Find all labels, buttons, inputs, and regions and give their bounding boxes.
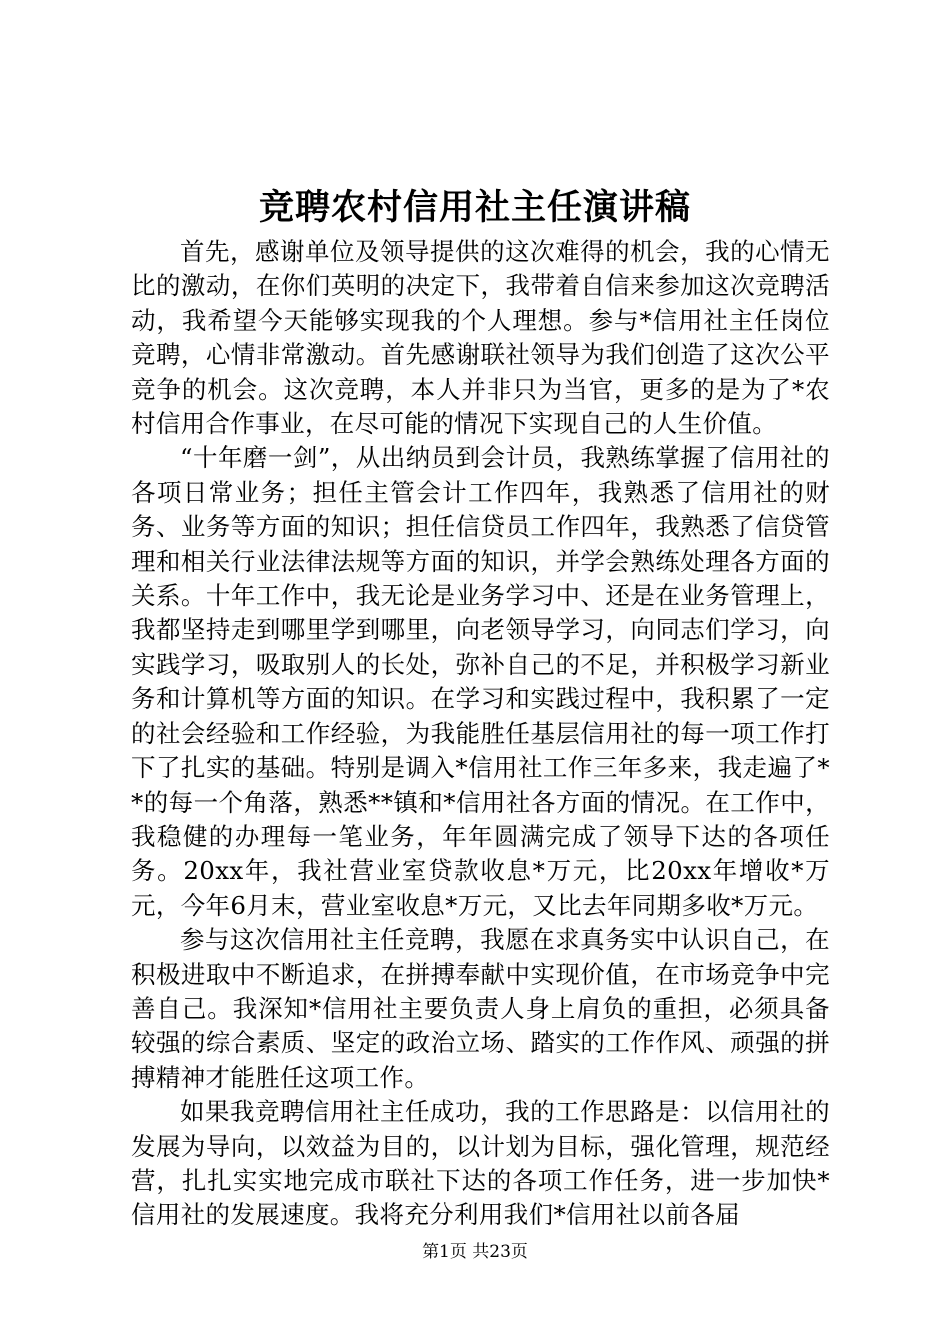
body-paragraph: 首先，感谢单位及领导提供的这次难得的机会，我的心情无比的激动，在你们英明的决定下，我带着自信来参加这次竞聘活动，我希望今天能够实现我的个人理想。参与*信用社主任岗位竞聘，心情非常激动。首先感谢联社领导为我们创造了这次公平竞争的机会。这次竞聘，本人并非只为当官，更多的是为了*农村信用合作事业，在尽可能的情况下实现自己的人生价值。	[131, 237, 830, 439]
page-number-footer: 第1页 共23页	[422, 1242, 528, 1262]
document-body	[131, 235, 830, 1233]
body-paragraph: 如果我竞聘信用社主任成功，我的工作思路是：以信用社的发展为导向，以效益为目的，以计划为目标，强化管理，规范经营，扎扎实实地完成市联社下达的各项工作任务，进一步加快*信用社的发展速度。我将充分利用我们*信用社以前各届	[131, 1097, 830, 1230]
document-title: 竞聘农村信用社主任演讲稿	[258, 187, 691, 228]
body-paragraph: 参与这次信用社主任竞聘，我愿在求真务实中认识自己，在积极进取中不断追求，在拼搏奉献中实现价值，在市场竞争中完善自己。我深知*信用社主要负责人身上肩负的重担，必须具备较强的综合素质、坚定的政治立场、踏实的工作作风、顽强的拼搏精神才能胜任这项工作。	[131, 925, 830, 1092]
body-paragraph: “十年磨一剑”，从出纳员到会计员，我熟练掌握了信用社的各项日常业务；担任主管会计工作四年，我熟悉了信用社的财务、业务等方面的知识；担任信贷员工作四年，我熟悉了信贷管理和相关行业法律法规等方面的知识，并学会熟练处理各方面的关系。十年工作中，我无论是业务学习中、还是在业务管理上，我都坚持走到哪里学到哪里，向老领导学习，向同志们学习，向实践学习，吸取别人的长处，弥补自己的不足，并积极学习新业务和计算机等方面的知识。在学习和实践过程中，我积累了一定的社会经验和工作经验，为我能胜任基层信用社的每一项工作打下了扎实的基础。特别是调入*信用社工作三年多来，我走遍了**的每一个角落，熟悉**镇和*信用社各方面的情况。在工作中，我稳健的办理每一笔业务，年年圆满完成了领导下达的各项任务。20xx年，我社营业室贷款收息*万元，比20xx年增收*万元，今年6月末，营业室收息*万元，又比去年同期多收*万元。	[131, 443, 830, 920]
